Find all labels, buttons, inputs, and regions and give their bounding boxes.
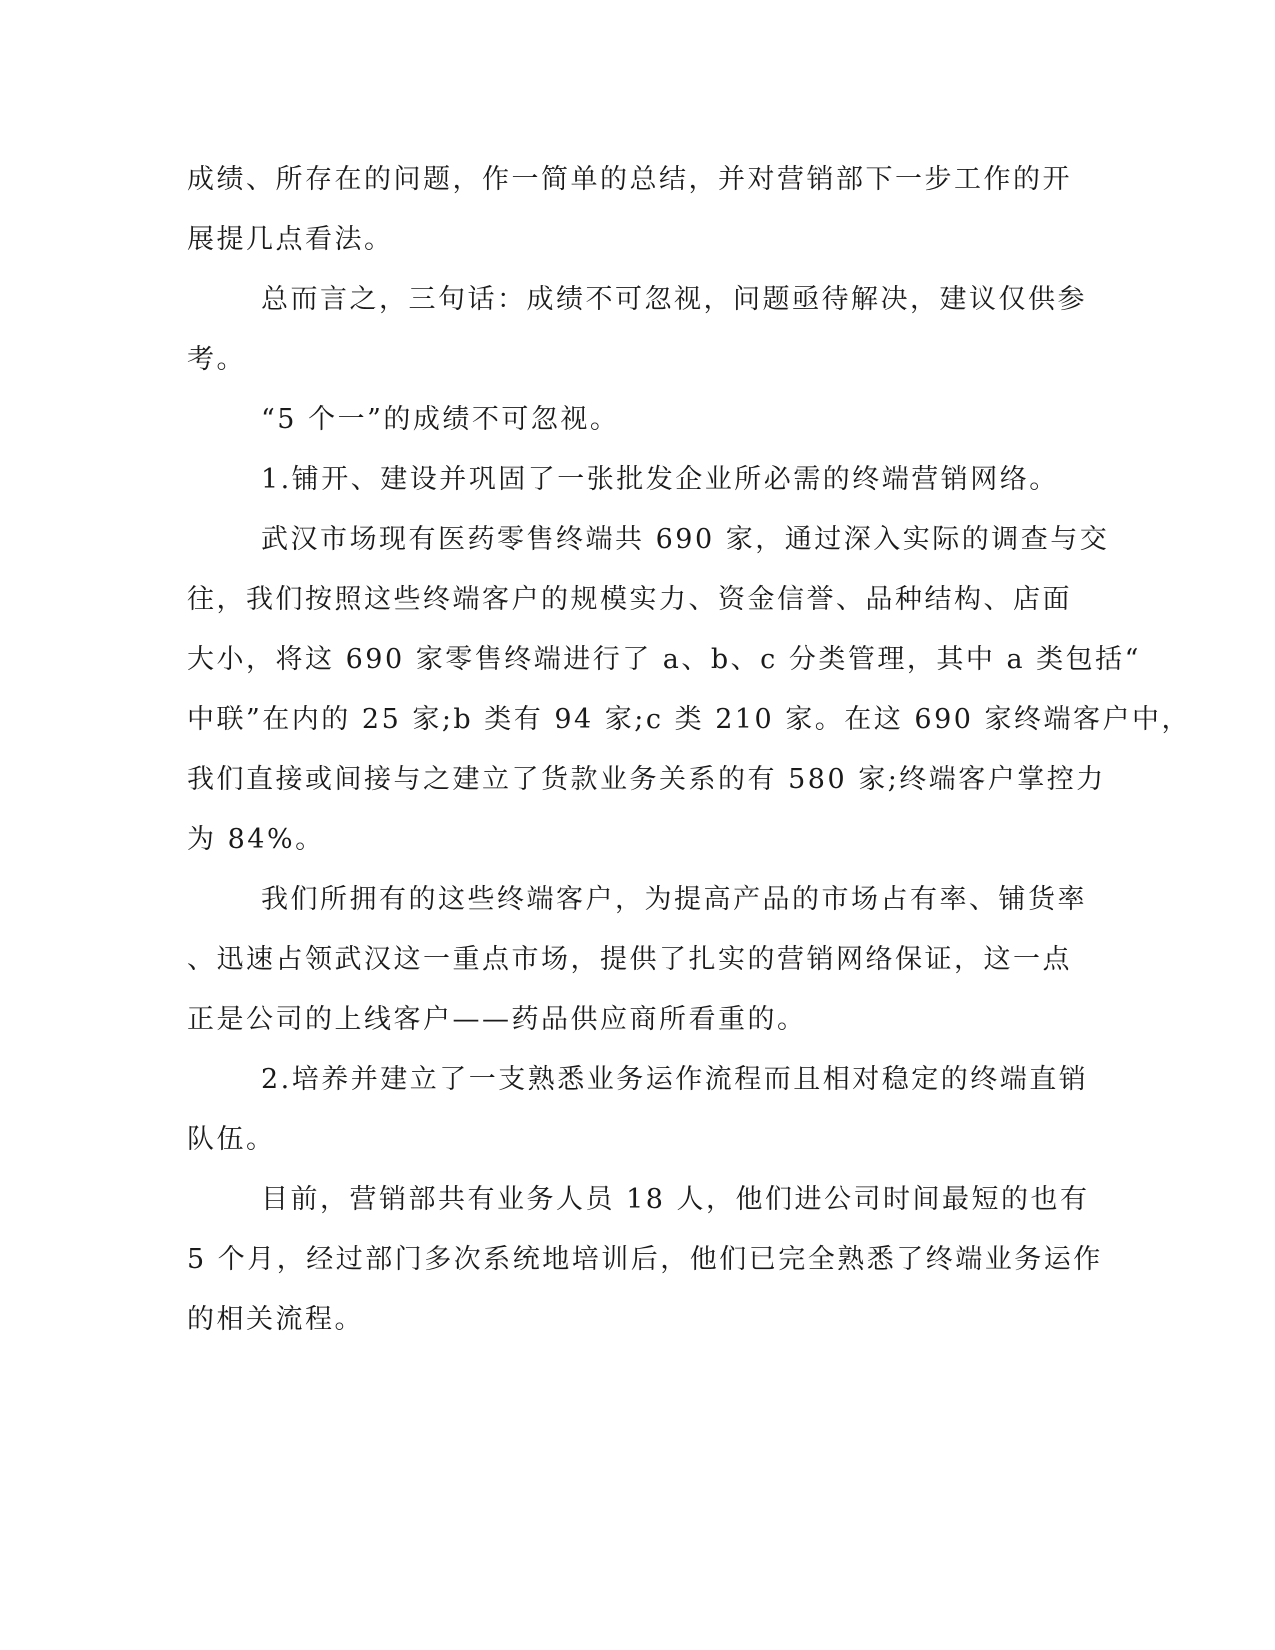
text-line: 考。 (187, 344, 246, 375)
text-line: 正是公司的上线客户——药品供应商所看重的。 (187, 1004, 807, 1035)
numbered-point: 2.培养并建立了一支熟悉业务运作流程而且相对稳定的终端直销 (261, 1064, 1089, 1095)
text-line: 大小，将这 690 家零售终端进行了 a、b、c 分类管理，其中 a 类包括“ (187, 644, 1141, 675)
text-line: 成绩、所存在的问题，作一简单的总结，并对营销部下一步工作的开 (187, 164, 1072, 195)
numbered-point: 1.铺开、建设并巩固了一张批发企业所必需的终端营销网络。 (261, 464, 1059, 495)
section-heading: “5 个一”的成绩不可忽视。 (261, 404, 620, 435)
text-line: 为 84%。 (187, 824, 325, 855)
text-line: 目前，营销部共有业务人员 18 人，他们进公司时间最短的也有 (261, 1184, 1090, 1215)
text-line: 5 个月，经过部门多次系统地培训后，他们已完全熟悉了终端业务运作 (187, 1244, 1103, 1275)
document-body (187, 158, 1192, 1358)
text-line: 展提几点看法。 (187, 224, 394, 255)
text-line: 我们所拥有的这些终端客户，为提高产品的市场占有率、铺货率 (261, 884, 1087, 915)
text-line: 我们直接或间接与之建立了货款业务关系的有 580 家;终端客户掌控力 (187, 764, 1106, 795)
text-line: 总而言之，三句话：成绩不可忽视，问题亟待解决，建议仅供参 (261, 284, 1087, 315)
text-line: 武汉市场现有医药零售终端共 690 家，通过深入实际的调查与交 (261, 524, 1110, 555)
text-line: 队伍。 (187, 1124, 276, 1155)
text-line: 、迅速占领武汉这一重点市场，提供了扎实的营销网络保证，这一点 (187, 944, 1072, 975)
text-line: 中联”在内的 25 家;b 类有 94 家;c 类 210 家。在这 690 家终端客户中， (187, 704, 1192, 735)
text-line: 往，我们按照这些终端客户的规模实力、资金信誉、品种结构、店面 (187, 584, 1072, 615)
text-line: 的相关流程。 (187, 1304, 364, 1335)
